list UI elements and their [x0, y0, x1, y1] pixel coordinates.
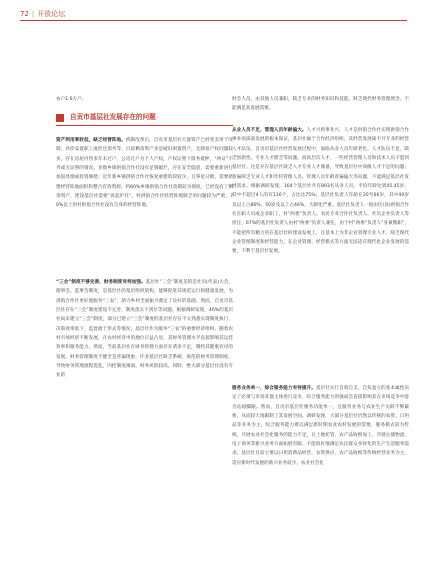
paragraph-governance — [56, 278, 233, 550]
paragraph-staffing — [232, 126, 409, 378]
running-header — [20, 9, 65, 19]
section-heading — [56, 112, 233, 126]
section-name: 开放论坛 — [37, 10, 66, 18]
paragraph-finance-cont — [232, 95, 409, 123]
paragraph-assets — [56, 136, 233, 271]
paragraph-body: 财会人员，由其他人员兼职，缺乏专业的财务知识和技能，缺乏现代财务管理理念，不能满足其发展需要。 — [232, 97, 409, 112]
paragraph-lead: 资产利用率较低，缺乏经营阵地。 — [56, 138, 126, 143]
continuation-paragraph: 农户1.6万户。 — [56, 97, 87, 102]
header-rule — [20, 20, 407, 21]
section-title: 自贡市基层社发展存在的问题 — [70, 113, 156, 121]
paragraph-services — [232, 384, 409, 550]
paragraph-body: 基层社实行自收自支、自负盈亏的基本属性决定了必须与市场其他主体进行竞争，综合服务能力的强弱会直接影响其在市场竞争中能否站稳脚跟。然而，自贡市基层社服务功能单一，且服务业务与农业生产关联不够紧密，从而较大地限制了其发展空间。调研发现，大部分基层社仍然以传统的农资、日用品等业务为主，综合服务能力难以满足新时期农业农村发展的需要，服务模式较为传统，开展农业社会化服务的能力不足，在土地托管、农产品收购加工、冷链仓储物流、电子商务等新兴业务方面拓展有限，不能很好地满足农民群众多样化的生产生活服务需求。基层社目前主要以日用消费品经营、农资供应、农产品收购等传统经营业务为主，适应新时代发展的新兴业务较少，农业社会化 — [232, 386, 409, 466]
paragraph-body: 机制改革后，自贡市基层社大量资产已经变卖用于改制，补偿安置职工或偿还债务等，目前剩余资产多是破旧闲置资产，且除留产权问题较多，存在房屋内售多年未过户，公房过户为个人产权，产权证照下债务抵押，“两证”不齐或无证照的情况。多数乡镇供销合作社没有足制破烂，存在安全隐患，需要重新进行加固处理或投资修建；近年新乡镇供销合作社恢复重建阶段较少，且零星分散，需要新建经营阵地面积和整合有效资源，约60%乡镇供销合作社改制较为彻底，已经没有了剩余资产，建设基层社需要“再起炉灶”，村供销合作社经营阵地缺乏的问题较为严重，70%以上的村供销合作社没有自身的经营阵地。 — [56, 138, 233, 209]
paragraph-lead: 从业人员不足，管理人员年龄偏大。 — [232, 128, 307, 133]
paragraph-body: 基层社“三会”制度是的是社员(代表)大会、理事会、监事会制度，是基层社的基层组织架构，能够促进其规范运行和健康发展，为供销合作社更好地服务“三农”、助力乡村全面振兴奠定了良好的基础。然而，自贡市基层社存在“三会”制度建设不完善，制度落实不到位等问题。根据调研发现，46%的基层社尚未建立“三会”制度，部分已建立“三会”制度的基层社存在不太熟悉实现制度执行，决策效率低下，监督流于形式等情况；基层社作为服务“三农”的重要经济组织，随着农村市场经济不断发展，在农村经济中的地位日益凸显，其财务管理水平直接影响其运营效率和服务能力。然而，当前基层社在财务管理方面存在诸多不足，制约其健康有序的发展。财务管理制度不健全是普遍现象，许多基层社缺乏系统、规范的财务管理制度，导致财务管理流程混乱，内控制度薄弱，财务风险较高。同时，绝大部分基层社没有专业的 — [56, 280, 233, 379]
header-separator: | — [31, 10, 35, 18]
paragraph-lead: “三会”制度不够完善，财务制度有待加强。 — [56, 280, 146, 285]
heading-marker — [56, 114, 64, 122]
paragraph-lead: 服务业务单一，综合服务能力有待提升。 — [232, 386, 316, 391]
paragraph-body: 人才兴则事业兴，人才是供销合作社实现供销合作事业高质量发展的根本保证，基层社属于合作经济组织，其经营发展离不开专业的经营人才队伍。自贡市基层社经营发展过程中，面临从业人员年龄老化、人才队伍不足、缺乏创新性、专业人才匮乏等问题。而高层次人才、一些经营管理人员和技术人员不愿到基层社。这是存在基层社缺乏人才专业人才储备，导致基层社中高级人才不足的问题；普遍缺乏专业人才和年轻管理人员，管理人员年龄普遍偏大等问题，不能满足基层社发展需求。根据调研发现，164个基层社共有893名从业人员，平均年龄达到45.45岁，其中不超过4人的有116个，占比达75%；基层社负责人年龄在20至66岁，其中40岁及以上占86%，50岁及以上占46%，大龄化严重。基层社负责人一般由区(县)供销合作社在职人员或企业职工、村“两委”负责人、农民专业合作社负责人、社员企业负责人等担任，67%的基层社负责人由村“两委”负责人兼任，由于村“两委”负责人“身兼数职”，不能把所有精力用在基层社的建设发展上，且基本上为非企业管理专业人才，缺乏现代企业管理制度和经营能力，在企业管理、经营模式等方面无法适应现代化企业发展的需要，不利于基层社发展。 — [232, 128, 409, 255]
page-number: 72 — [20, 10, 29, 18]
